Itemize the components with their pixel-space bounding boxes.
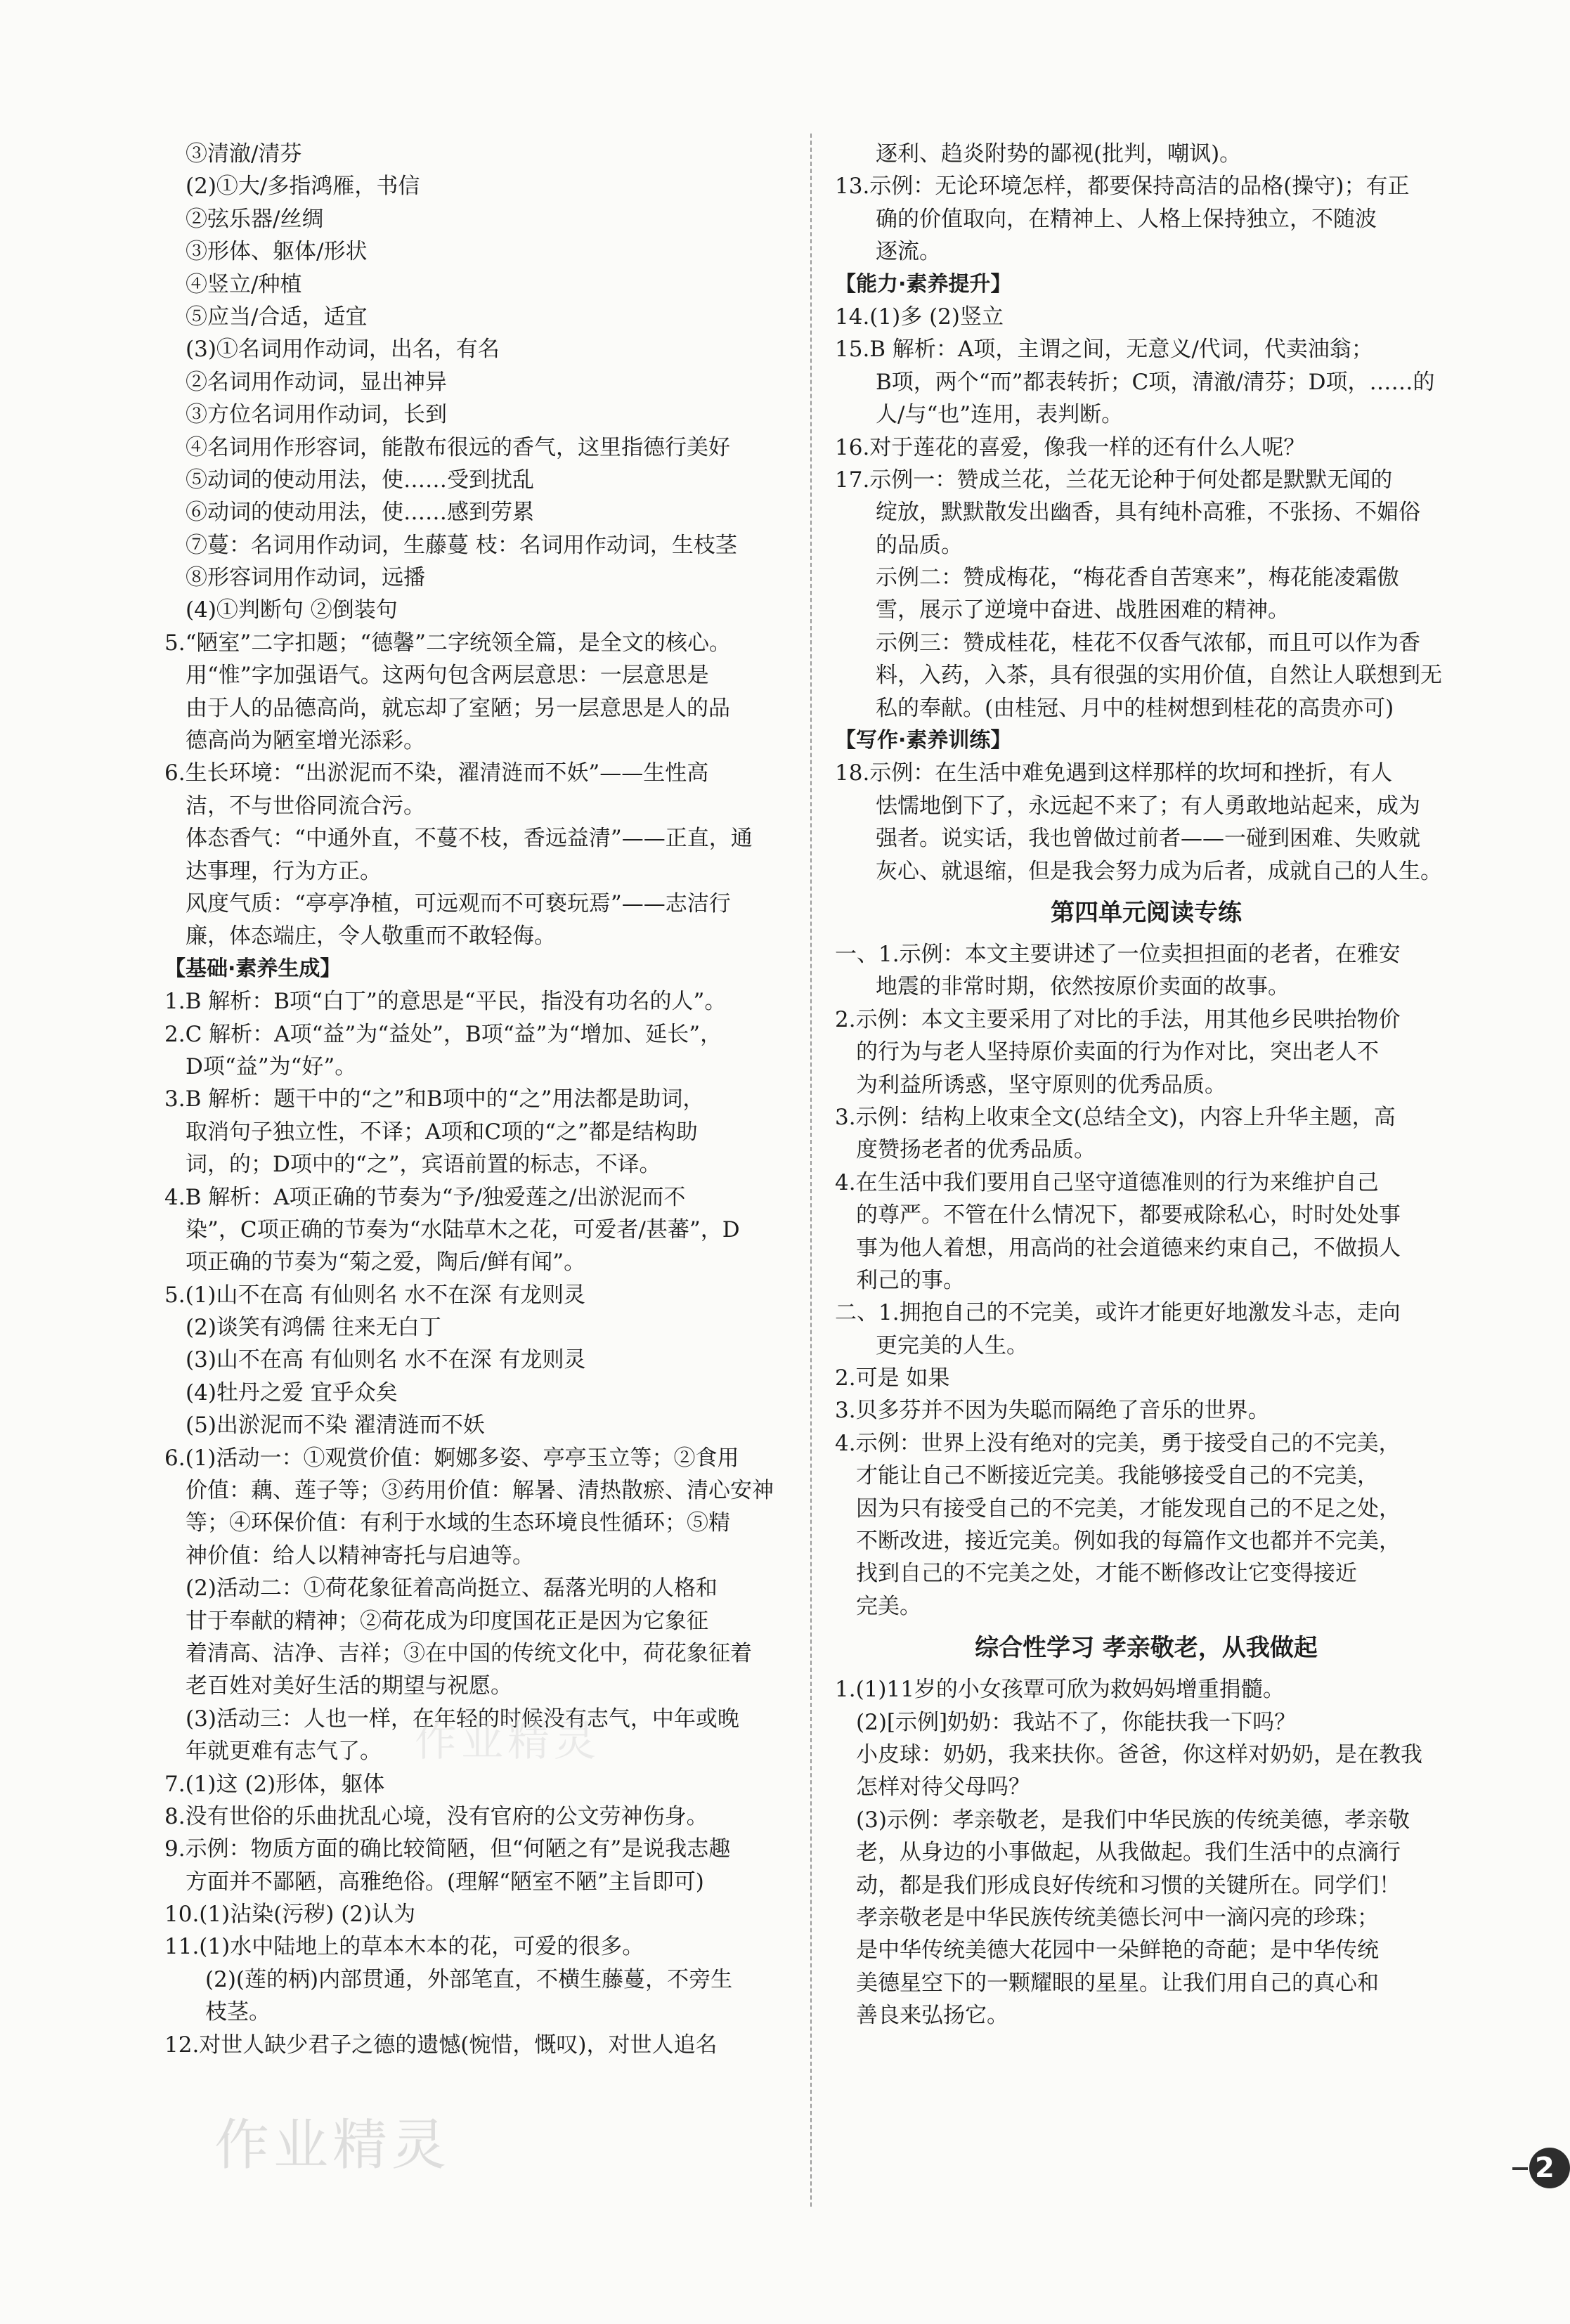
text-line: 洁，不与世俗同流合污。 (186, 793, 425, 819)
text-line: 由于人的品德高尚，就忘却了室陋；另一层意思是人的品 (186, 695, 730, 721)
text-line: 更完美的人生。 (876, 1332, 1028, 1358)
text-line: 神价值：给人以精神寄托与启迪等。 (186, 1543, 534, 1569)
section-header: 【能力·素养提升】 (835, 271, 1012, 297)
text-line: 老，从身边的小事做起，从我做起。我们生活中的点滴行 (856, 1840, 1401, 1866)
section-title-comprehensive: 综合性学习 孝亲敬老，从我做起 (975, 1634, 1318, 1663)
text-line: 因为只有接受自己的不完美，才能发现自己的不足之处， (856, 1495, 1401, 1521)
text-line: 3.贝多芬并不因为失聪而隔绝了音乐的世界。 (835, 1398, 1270, 1424)
text-line: 一、1.示例：本文主要讲述了一位卖担担面的老者，在雅安 (835, 941, 1401, 967)
text-line: 词，的；D项中的“之”，宾语前置的标志，不译。 (186, 1152, 661, 1178)
text-line: 5.“陋室”二字扣题；“德馨”二字统领全篇，是全文的核心。 (164, 630, 731, 656)
text-line: 17.示例一：赞成兰花，兰花无论种于何处都是默默无闻的 (835, 467, 1393, 493)
page-dash (1512, 2167, 1528, 2170)
text-line: 的尊严。不管在什么情况下，都要戒除私心，时时处处事 (856, 1202, 1401, 1228)
text-line: 4.示例：世界上没有绝对的完美，勇于接受自己的不完美， (835, 1430, 1401, 1456)
text-line: 15.B 解析：A项，主谓之间，无意义/代词，代卖油翁； (835, 337, 1373, 363)
text-line: 12.对世人缺少君子之德的遗憾(惋惜，慨叹)，对世人追名 (164, 2032, 718, 2058)
section-header: 【基础·素养生成】 (164, 956, 342, 981)
text-line: 3.B 解析：题干中的“之”和B项中的“之”用法都是助词， (164, 1086, 705, 1112)
text-line: 枝茎。 (205, 1999, 271, 2025)
text-line: 4.在生活中我们要用自己坚守道德准则的行为来维护自己 (835, 1169, 1379, 1195)
page-number: 2 (1529, 2148, 1570, 2188)
text-line: 1.B 解析：B项“白丁”的意思是“平民，指没有功名的人”。 (164, 989, 727, 1015)
text-line: (4)牡丹之爱 宜乎众矣 (186, 1380, 398, 1406)
text-line: 染”，C项正确的节奏为“水陆草木之花，可爱者/甚蕃”，D (186, 1216, 740, 1242)
text-line: 料，入药，入茶，具有很强的实用价值，自然让人联想到无 (876, 663, 1442, 689)
text-line: 11.(1)水中陆地上的草本木本的花，可爱的很多。 (164, 1934, 644, 1960)
text-line: 人/与“也”连用，表判断。 (876, 402, 1124, 428)
text-line: 2.可是 如果 (835, 1365, 950, 1391)
text-line: 4.B 解析：A项正确的节奏为“予/独爱莲之/出淤泥而不 (164, 1184, 686, 1210)
text-line: 怯懦地倒下了，永远起不来了；有人勇敢地站起来，成为 (876, 793, 1420, 819)
watermark-logo: 作业精灵 (214, 2114, 451, 2177)
text-line: 1.(1)11岁的小女孩覃可欣为救妈妈增重捐髓。 (835, 1677, 1285, 1703)
text-line: 10.(1)沾染(污秽) (2)认为 (164, 1902, 416, 1928)
text-line: (2)(莲的柄)内部贯通，外部笔直，不横生藤蔓，不旁生 (205, 1966, 733, 1992)
text-line: (2)①大/多指鸿雁，书信 (186, 174, 420, 200)
text-line: 强者。说实话，我也曾做过前者——一碰到困难、失败就 (876, 826, 1420, 852)
text-line: ⑦蔓：名词用作动词，生藤蔓 枝：名词用作动词，生枝茎 (186, 532, 737, 558)
text-line: ⑤动词的使动用法，使……受到扰乱 (186, 467, 534, 493)
text-line: 不断改进，接近完美。例如我的每篇作文也都并不完美， (856, 1528, 1401, 1554)
text-line: 孝亲敬老是中华民族传统美德长河中一滴闪亮的珍珠； (856, 1904, 1379, 1930)
text-line: 5.(1)山不在高 有仙则名 水不在深 有龙则灵 (164, 1282, 586, 1308)
text-line: 用“惟”字加强语气。这两句包含两层意思：一层意思是 (186, 663, 709, 689)
text-line: 绽放，默默散发出幽香，具有纯朴高雅，不张扬、不媚俗 (876, 500, 1420, 526)
text-line: (4)①判断句 ②倒装句 (186, 597, 398, 623)
text-line: ②弦乐器/丝绸 (186, 206, 324, 232)
text-line: 示例三：赞成桂花，桂花不仅香气浓郁，而且可以作为香 (876, 630, 1420, 656)
text-line: ②名词用作动词，显出神异 (186, 369, 447, 395)
text-line: (3)山不在高 有仙则名 水不在深 有龙则灵 (186, 1347, 586, 1373)
text-line: ⑤应当/合适，适宜 (186, 304, 368, 330)
text-line: 年就更难有志气了。 (186, 1739, 382, 1765)
text-line: 地震的非常时期，依然按原价卖面的故事。 (876, 974, 1290, 1000)
text-line: 私的奉献。(由桂冠、月中的桂树想到桂花的高贵亦可) (876, 695, 1394, 721)
text-line: 为利益所诱惑，坚守原则的优秀品质。 (856, 1072, 1226, 1098)
text-line: 逐流。 (876, 239, 941, 265)
column-divider (810, 134, 812, 2207)
page-number-badge (1512, 2143, 1555, 2193)
text-line: 价值：藕、莲子等；③药用价值：解暑、清热散瘀、清心安神 (186, 1478, 774, 1504)
text-line: 9.示例：物质方面的确比较简陋，但“何陋之有”是说我志趣 (164, 1836, 731, 1862)
text-line: 取消句子独立性，不译；A项和C项的“之”都是结构助 (186, 1119, 698, 1145)
text-line: 达事理，行为方正。 (186, 858, 382, 884)
text-line: ③方位名词用作动词，长到 (186, 402, 447, 428)
text-line: (3)示例：孝亲敬老，是我们中华民族的传统美德，孝亲敬 (856, 1807, 1410, 1833)
text-line: 美德星空下的一颗耀眼的星星。让我们用自己的真心和 (856, 1970, 1379, 1996)
text-line: (3)①名词用作动词，出名，有名 (186, 337, 500, 363)
text-line: 是中华传统美德大花园中一朵鲜艳的奇葩；是中华传统 (856, 1937, 1379, 1963)
section-header: 【写作·素养训练】 (835, 728, 1012, 753)
text-line: 逐利、趋炎附势的鄙视(批判，嘲讽)。 (876, 141, 1242, 167)
text-line: (2)[示例]奶奶：我站不了，你能扶我一下吗？ (856, 1709, 1297, 1735)
text-line: 事为他人着想，用高尚的社会道德来约束自己，不做损人 (856, 1235, 1401, 1261)
text-line: 示例二：赞成梅花，“梅花香自苦寒来”，梅花能凌霜傲 (876, 565, 1399, 591)
text-line: ③清澈/清芬 (186, 141, 302, 167)
text-line: 灰心、就退缩，但是我会努力成为后者，成就自己的人生。 (876, 858, 1442, 884)
text-line: 德高尚为陋室增光添彩。 (186, 728, 425, 754)
left-column (164, 138, 787, 2061)
text-line: B项，两个“而”都表转折；C项，清澈/清芬；D项，……的 (876, 369, 1435, 395)
text-line: (3)活动三：人也一样，在年轻的时候没有志气，中年或晚 (186, 1706, 739, 1732)
text-line: ⑥动词的使动用法，使……感到劳累 (186, 500, 534, 526)
text-line: 老百姓对美好生活的期望与祝愿。 (186, 1673, 512, 1699)
text-line: 8.没有世俗的乐曲扰乱心境，没有官府的公文劳神伤身。 (164, 1803, 708, 1829)
text-line: 甘于奉献的精神；②荷花成为印度国花正是因为它象征 (186, 1608, 708, 1634)
text-line: (5)出淤泥而不染 濯清涟而不妖 (186, 1413, 485, 1439)
text-line: 风度气质：“亭亭净植，可远观而不可亵玩焉”——志洁行 (186, 890, 731, 916)
text-line: 7.(1)这 (2)形体，躯体 (164, 1771, 385, 1797)
text-line: 二、1.拥抱自己的不完美，或许才能更好地激发斗志，走向 (835, 1300, 1401, 1326)
text-line: 13.示例：无论环境怎样，都要保持高洁的品格(操守)；有正 (835, 174, 1410, 200)
text-line: ④名词用作形容词，能散布很远的香气，这里指德行美好 (186, 434, 730, 460)
text-line: 体态香气：“中通外直，不蔓不枝，香远益清”——正直，通 (186, 826, 753, 852)
text-line: 利己的事。 (856, 1267, 965, 1293)
watermark: 作业精灵 (415, 1717, 600, 1766)
text-line: 善良来弘扬它。 (856, 2003, 1008, 2029)
text-line: 小皮球：奶奶，我来扶你。爸爸，你这样对奶奶，是在教我 (856, 1741, 1422, 1767)
text-line: 的行为与老人坚持原价卖面的行为作对比，突出老人不 (856, 1039, 1379, 1065)
section-title-unit4: 第四单元阅读专练 (1051, 898, 1242, 927)
text-line: 雪，展示了逆境中奋进、战胜困难的精神。 (876, 597, 1290, 623)
text-line: 的品质。 (876, 532, 963, 558)
text-line: 6.生长环境：“出淤泥而不染，濯清涟而不妖”——生性高 (164, 760, 709, 786)
text-line: 18.示例：在生活中难免遇到这样那样的坎坷和挫折，有人 (835, 760, 1393, 786)
text-line: 才能让自己不断接近完美。我能够接受自己的不完美， (856, 1463, 1379, 1489)
text-line: 等；④环保价值：有利于水域的生态环境良性循环；⑤精 (186, 1510, 730, 1536)
text-line: 3.示例：结构上收束全文(总结全文)，内容上升华主题，高 (835, 1104, 1396, 1130)
text-line: 完美。 (856, 1593, 921, 1619)
text-line: ④竖立/种植 (186, 271, 302, 297)
text-line: 着清高、洁净、吉祥；③在中国的传统文化中，荷花象征着 (186, 1640, 752, 1666)
text-line: 方面并不鄙陋，高雅绝俗。(理解“陋室不陋”主旨即可) (186, 1869, 704, 1895)
text-line: 14.(1)多 (2)竖立 (835, 304, 1004, 330)
text-line: 16.对于莲花的喜爱，像我一样的还有什么人呢？ (835, 434, 1306, 460)
text-line: 廉，体态端庄，令人敬重而不敢轻侮。 (186, 923, 556, 949)
text-line: D项“益”为“好”。 (186, 1053, 357, 1079)
right-column (835, 138, 1458, 2032)
text-line: 项正确的节奏为“菊之爱，陶后/鲜有闻”。 (186, 1249, 586, 1275)
text-line: ③形体、躯体/形状 (186, 239, 368, 265)
text-line: (2)谈笑有鸿儒 往来无白丁 (186, 1315, 441, 1341)
text-line: 2.C 解析：A项“益”为“益处”，B项“益”为“增加、延长”， (164, 1021, 722, 1047)
text-line: 6.(1)活动一：①观赏价值：婀娜多姿、亭亭玉立等；②食用 (164, 1445, 739, 1471)
text-line: 怎样对待父母吗？ (856, 1774, 1030, 1800)
text-line: 动，都是我们形成良好传统和习惯的关键所在。同学们！ (856, 1872, 1401, 1898)
text-line: 确的价值取向，在精神上、人格上保持独立，不随波 (876, 206, 1377, 232)
text-line: 2.示例：本文主要采用了对比的手法，用其他乡民哄抬物价 (835, 1006, 1401, 1032)
text-line: ⑧形容词用作动词，远播 (186, 565, 425, 591)
text-line: (2)活动二：①荷花象征着高尚挺立、磊落光明的人格和 (186, 1576, 718, 1602)
text-line: 度赞扬老者的优秀品质。 (856, 1137, 1096, 1163)
text-line: 找到自己的不完美之处，才能不断修改让它变得接近 (856, 1561, 1357, 1587)
